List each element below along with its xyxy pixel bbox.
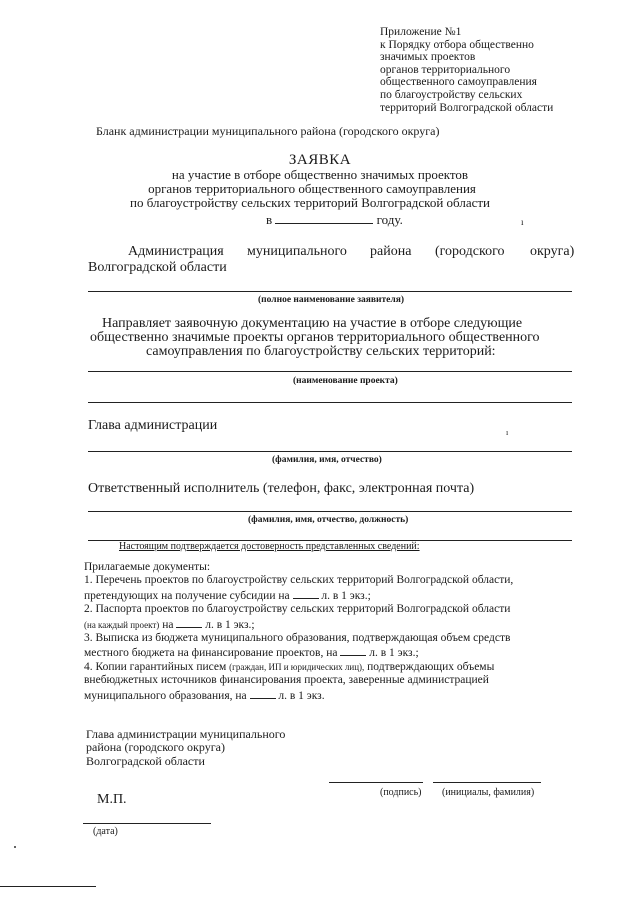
attachment-text: л. в 1 экз.; bbox=[205, 618, 255, 631]
appendix-line: Приложение №1 bbox=[380, 26, 462, 38]
attachment-item-3: 3. Выписка из бюджета муниципального образования, подтверждающая объем средств bbox=[84, 632, 511, 645]
direction-line: самоуправления по благоустройству сельских территорий: bbox=[146, 344, 496, 359]
name-caption: (инициалы, фамилия) bbox=[442, 787, 535, 798]
tick-mark: ı bbox=[521, 217, 524, 227]
appendix-line: значимых проектов bbox=[380, 51, 476, 64]
appendix-note bbox=[380, 26, 553, 114]
project-fill-line-2[interactable] bbox=[88, 402, 572, 403]
pages-blank[interactable] bbox=[340, 645, 366, 656]
attachment-item-2: 2. Паспорта проектов по благоустройству сельских территорий Волгоградской области bbox=[84, 603, 511, 616]
project-caption: (наименование проекта) bbox=[293, 376, 398, 386]
applicant-caption: (полное наименование заявителя) bbox=[258, 295, 405, 305]
heading-line: органов территориального общественного самоуправления bbox=[148, 181, 476, 196]
attachment-item-1-cont bbox=[84, 588, 574, 603]
applicant-word: округа) bbox=[530, 244, 575, 259]
direction-line: Направляет заявочную документацию на участие в отборе следующие bbox=[102, 316, 523, 331]
name-fill-line[interactable] bbox=[433, 782, 541, 783]
appendix-line: территорий Волгоградской области bbox=[380, 101, 554, 114]
attachment-text: претендующих на получение субсидии на bbox=[84, 589, 290, 602]
head-admin-label: Глава администрации bbox=[88, 418, 218, 433]
attachment-item-3-cont bbox=[84, 645, 574, 660]
executor-label: Ответственный исполнитель (телефон, факс, электронная почта) bbox=[88, 481, 475, 496]
pages-blank[interactable] bbox=[176, 617, 202, 628]
signature-fill-line[interactable] bbox=[329, 782, 423, 783]
appendix-line: по благоустройству сельских bbox=[380, 88, 523, 101]
appendix-line: к Порядку отбора общественно bbox=[380, 38, 534, 51]
pages-blank[interactable] bbox=[250, 688, 276, 699]
applicant-word: муниципального bbox=[247, 244, 347, 259]
letterhead-text: Бланк администрации муниципального района (городского округа) bbox=[96, 124, 440, 138]
direction-line: общественно значимые проекты органов территориального общественного bbox=[90, 330, 540, 345]
attachments-header: Прилагаемые документы: bbox=[84, 561, 211, 573]
appendix-line: органов территориального bbox=[380, 63, 511, 76]
executor-fill-line[interactable] bbox=[88, 511, 572, 512]
signatory-line: Глава администрации муниципального bbox=[86, 727, 286, 741]
applicant-word: Администрация bbox=[128, 244, 224, 259]
attachment-item-4 bbox=[84, 661, 574, 674]
attachment-item-4-cont2 bbox=[84, 688, 574, 703]
signatory-line: района (городского округа) bbox=[86, 740, 225, 755]
attachment-small-text: (граждан, ИП и юридических лиц), bbox=[229, 661, 365, 672]
date-caption: (дата) bbox=[93, 826, 118, 837]
confirmation-text: Настоящим подтверждается достоверность представленных сведений: bbox=[119, 541, 420, 552]
attachments-list bbox=[84, 561, 574, 703]
year-prefix: в bbox=[266, 212, 273, 227]
year-suffix: году. bbox=[376, 212, 403, 227]
attachment-small-text: (на каждый проект) bbox=[84, 619, 160, 630]
date-fill-line[interactable] bbox=[83, 823, 211, 824]
attachment-text: на bbox=[162, 618, 174, 631]
year-blank[interactable] bbox=[275, 211, 373, 224]
attachment-text: местного бюджета на финансирование проектов, на bbox=[84, 647, 338, 660]
project-fill-line[interactable] bbox=[88, 371, 572, 372]
attachment-text: подтверждающих объемы bbox=[367, 660, 495, 673]
attachment-text: л. в 1 экз.; bbox=[321, 589, 371, 602]
attachment-text: 4. Копии гарантийных писем bbox=[84, 660, 227, 673]
heading-line: по благоустройству сельских территорий Волгоградской области bbox=[129, 195, 491, 210]
pages-blank[interactable] bbox=[293, 588, 319, 599]
heading-line: на участие в отборе общественно значимых проектов bbox=[171, 167, 469, 182]
head-admin-caption: (фамилия, имя, отчество) bbox=[272, 455, 382, 465]
head-admin-fill-line[interactable] bbox=[88, 451, 572, 452]
attachment-item-1: 1. Перечень проектов по благоустройству сельских территорий Волгоградской области, bbox=[84, 574, 514, 587]
document-title: ЗАЯВКА bbox=[288, 152, 352, 168]
executor-caption: (фамилия, имя, отчество, должность) bbox=[248, 515, 409, 525]
footnote-rule bbox=[0, 886, 96, 887]
attachment-text: муниципального образования, на bbox=[84, 689, 247, 702]
attachment-text: л. в 1 экз.; bbox=[369, 647, 419, 660]
attachment-text: л. в 1 экз. bbox=[278, 689, 325, 702]
signature-caption: (подпись) bbox=[380, 787, 422, 798]
stamp-place: М.П. bbox=[97, 792, 127, 807]
year-line bbox=[266, 211, 403, 227]
applicant-word: района bbox=[370, 244, 412, 259]
applicant-line2: Волгоградской области bbox=[88, 260, 227, 275]
signatory-block bbox=[86, 728, 285, 768]
scan-speck bbox=[14, 846, 16, 848]
signatory-line: Волгоградской области bbox=[86, 753, 205, 768]
appendix-line: общественного самоуправления bbox=[380, 76, 537, 89]
applicant-fill-line[interactable] bbox=[88, 291, 572, 292]
tick-mark: ı bbox=[506, 428, 509, 437]
attachment-item-2-cont bbox=[84, 617, 574, 632]
attachment-item-4-cont: внебюджетных источников финансирования проекта, заверенные администрацией bbox=[84, 674, 489, 687]
applicant-word: (городского bbox=[435, 244, 505, 259]
